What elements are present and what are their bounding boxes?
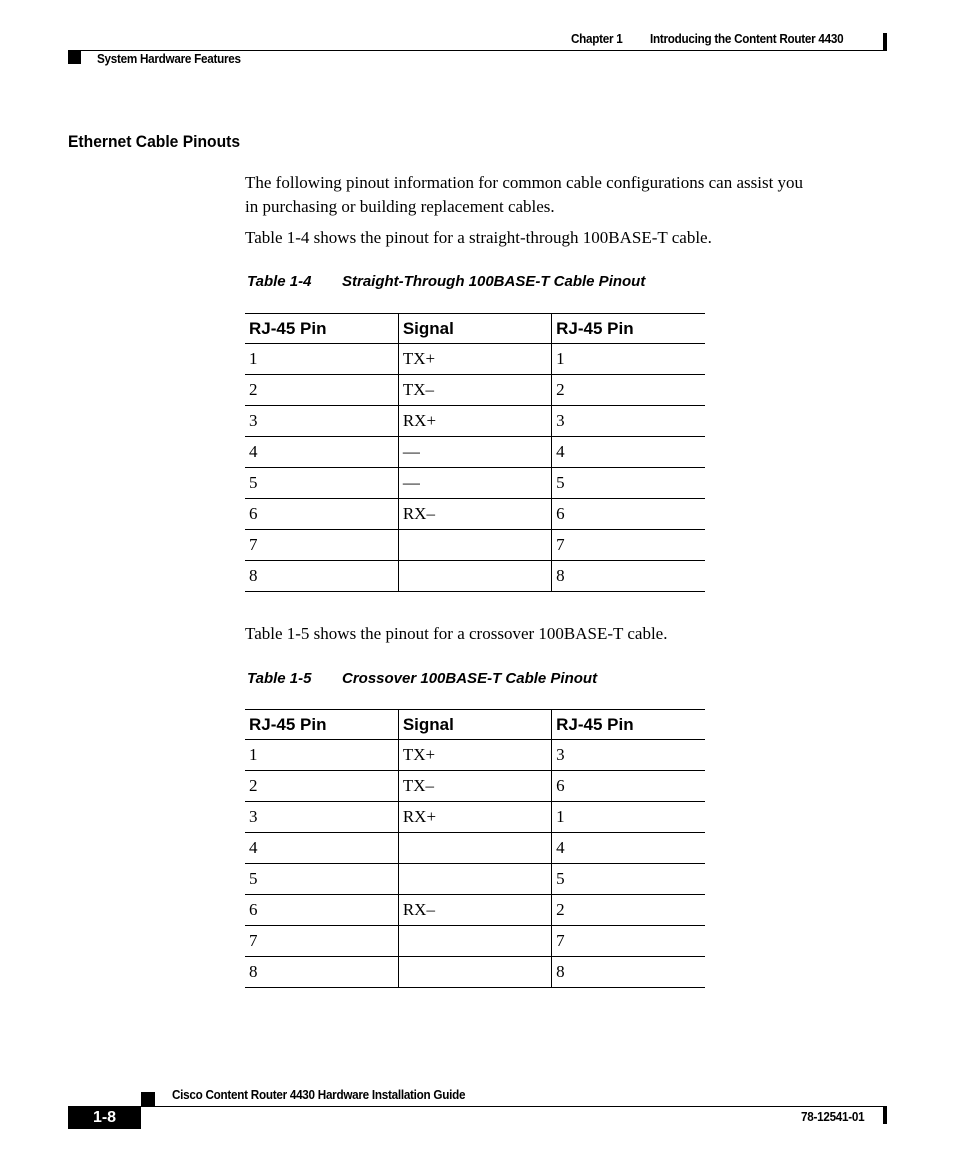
table-crossover bbox=[245, 709, 705, 988]
table-cell: TX– bbox=[398, 771, 551, 802]
table-cell: 4 bbox=[245, 437, 398, 468]
section-heading: Ethernet Cable Pinouts bbox=[68, 132, 241, 151]
table-cell: 3 bbox=[552, 406, 705, 437]
header-right-bar bbox=[883, 33, 887, 50]
table-cell: 5 bbox=[552, 864, 705, 895]
table-cell: 2 bbox=[245, 375, 398, 406]
table-cell: TX+ bbox=[398, 344, 551, 375]
footer-doc-number: 78-12541-01 bbox=[801, 1109, 865, 1124]
table-cell bbox=[398, 561, 551, 592]
table-row bbox=[245, 437, 705, 468]
table-cell: — bbox=[398, 468, 551, 499]
table-cell bbox=[398, 926, 551, 957]
table-cell: 8 bbox=[552, 957, 705, 988]
table-cell: 4 bbox=[245, 833, 398, 864]
intro-paragraph-line1: The following pinout information for common cable configurations can assist you bbox=[245, 173, 804, 192]
table-cell: RX+ bbox=[398, 802, 551, 833]
table-cell: 5 bbox=[552, 468, 705, 499]
intro-paragraph-2: Table 1-4 shows the pinout for a straight-through 100BASE-T cable. bbox=[245, 228, 712, 247]
table-cell: 5 bbox=[245, 864, 398, 895]
column-header: RJ-45 Pin bbox=[245, 314, 398, 344]
table-cell: 6 bbox=[245, 499, 398, 530]
intro-paragraph-line2: in purchasing or building replacement cables. bbox=[245, 197, 555, 216]
table2-caption-title: Crossover 100BASE-T Cable Pinout bbox=[342, 670, 598, 687]
table-cell: 8 bbox=[245, 561, 398, 592]
table-straight-through bbox=[245, 313, 705, 592]
table-row bbox=[245, 499, 705, 530]
column-header: RJ-45 Pin bbox=[552, 314, 705, 344]
table-row bbox=[245, 864, 705, 895]
footer-guide-title: Cisco Content Router 4430 Hardware Installation Guide bbox=[172, 1087, 466, 1102]
header-chapter-title: Introducing the Content Router 4430 bbox=[650, 31, 844, 46]
column-header: RJ-45 Pin bbox=[245, 710, 398, 740]
table-row bbox=[245, 375, 705, 406]
page-number: 1-8 bbox=[92, 1108, 117, 1126]
header-left-block bbox=[68, 51, 81, 64]
table-row bbox=[245, 802, 705, 833]
table-cell bbox=[398, 864, 551, 895]
table-cell: RX– bbox=[398, 499, 551, 530]
table-cell bbox=[398, 957, 551, 988]
table-cell: TX– bbox=[398, 375, 551, 406]
header-chapter: Chapter 1 bbox=[571, 31, 623, 46]
table-cell: 2 bbox=[245, 771, 398, 802]
table-row bbox=[245, 561, 705, 592]
table-cell: 3 bbox=[245, 802, 398, 833]
table-row bbox=[245, 895, 705, 926]
table-cell: 2 bbox=[552, 375, 705, 406]
footer-rule bbox=[141, 1106, 887, 1107]
table-row bbox=[245, 740, 705, 771]
table-row bbox=[245, 957, 705, 988]
table-row bbox=[245, 771, 705, 802]
table-cell: 3 bbox=[552, 740, 705, 771]
table-cell: 6 bbox=[552, 771, 705, 802]
table-header-row bbox=[245, 314, 705, 344]
table-cell bbox=[398, 530, 551, 561]
table-cell: RX+ bbox=[398, 406, 551, 437]
header-section: System Hardware Features bbox=[97, 51, 241, 66]
table-cell: 8 bbox=[552, 561, 705, 592]
table-cell: 4 bbox=[552, 437, 705, 468]
table-cell: 5 bbox=[245, 468, 398, 499]
table-cell: 6 bbox=[245, 895, 398, 926]
table1-caption-title: Straight-Through 100BASE-T Cable Pinout bbox=[342, 273, 646, 290]
table-cell bbox=[398, 833, 551, 864]
table-cell: 1 bbox=[245, 344, 398, 375]
footer-top-block bbox=[141, 1092, 155, 1106]
column-header: Signal bbox=[398, 314, 551, 344]
table-row bbox=[245, 344, 705, 375]
table-cell: — bbox=[398, 437, 551, 468]
table-cell: 4 bbox=[552, 833, 705, 864]
table-cell: 8 bbox=[245, 957, 398, 988]
table-cell: 7 bbox=[245, 926, 398, 957]
table-cell: 6 bbox=[552, 499, 705, 530]
table-cell: 3 bbox=[245, 406, 398, 437]
table-cell: RX– bbox=[398, 895, 551, 926]
table-cell: 7 bbox=[245, 530, 398, 561]
table-row bbox=[245, 468, 705, 499]
table-row bbox=[245, 926, 705, 957]
table-cell: 7 bbox=[552, 530, 705, 561]
table-row bbox=[245, 530, 705, 561]
page-number-box bbox=[68, 1106, 141, 1129]
table-cell: 1 bbox=[245, 740, 398, 771]
footer-right-bar bbox=[883, 1107, 887, 1124]
table-row bbox=[245, 833, 705, 864]
table-cell: 2 bbox=[552, 895, 705, 926]
table-cell: 1 bbox=[552, 344, 705, 375]
table1-caption-number: Table 1-4 bbox=[247, 273, 312, 290]
table-row bbox=[245, 406, 705, 437]
column-header: Signal bbox=[398, 710, 551, 740]
table2-caption-number: Table 1-5 bbox=[247, 670, 312, 687]
table-cell: 7 bbox=[552, 926, 705, 957]
table-header-row bbox=[245, 710, 705, 740]
column-header: RJ-45 Pin bbox=[552, 710, 705, 740]
table-cell: 1 bbox=[552, 802, 705, 833]
table-cell: TX+ bbox=[398, 740, 551, 771]
crossover-intro: Table 1-5 shows the pinout for a crossover 100BASE-T cable. bbox=[245, 624, 668, 643]
